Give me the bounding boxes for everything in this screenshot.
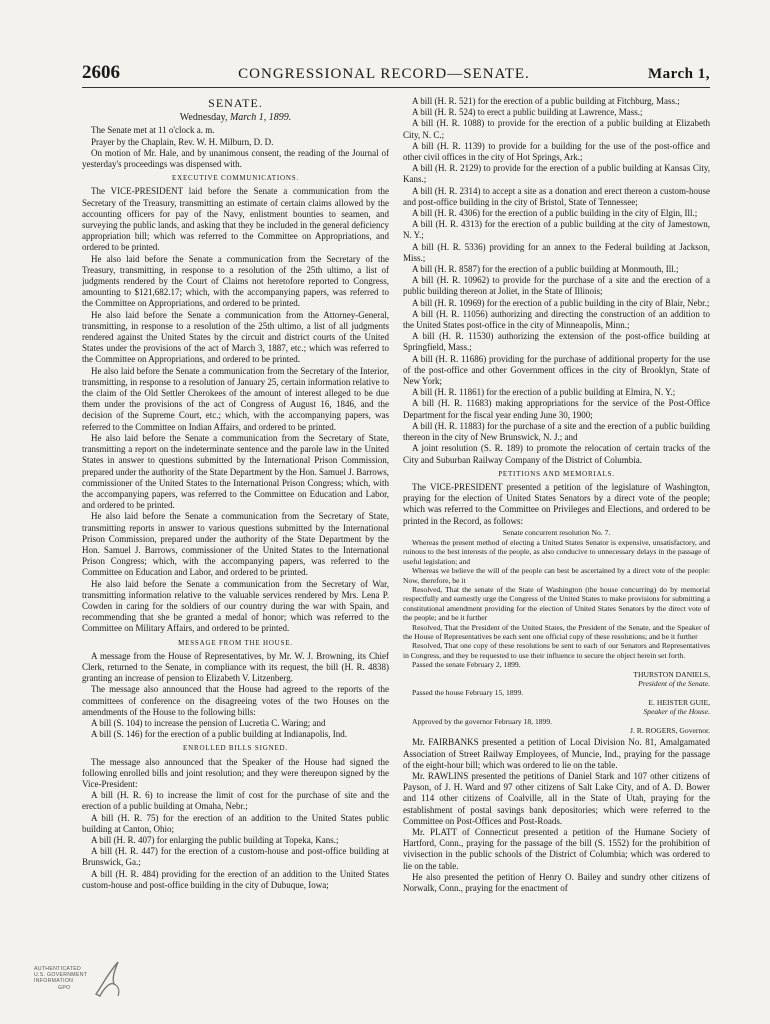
paragraph: The message also announced that the Speaker of the House had signed the following enrolled bills and joint resolution; and they were thereupon signed by the Vice-President: <box>82 756 389 789</box>
paragraph: A bill (H. R. 11883) for the purchase of a site and the erection of a public building thereon in the city of New Brunswick, N. J.; and <box>403 420 710 443</box>
paragraph: A bill (H. R. 6) to increase the limit of cost for the purchase of site and the erection of a public building at Omaha, Nebr.; <box>82 790 389 812</box>
section-title: SENATE. <box>208 96 263 110</box>
paragraph: He also laid before the Senate a communication from the Secretary of State, transmitting reports in answer to various questions submitted by the International Prison Commission, prepared under the authority of the State Department by the Hon. Samuel J. Barrows, commissioner of the United States to the International Prison Congress; which, with the accompanying papers, was referred to the Committee on Education and Labor, and ordered to be printed. <box>82 511 389 578</box>
more-petitions <box>403 737 710 894</box>
paragraph: Mr. FAIRBANKS presented a petition of Local Division No. 81, Amalgamated Association of Street Railway Employees, of Muncie, Ind., praying for the passage of the eight-hour bill; which was ordered to lie on the table. <box>403 737 710 770</box>
bill-list <box>403 96 710 466</box>
paragraph: The VICE-PRESIDENT presented a petition of the legislature of Washington, praying for the election of United States Senators by a direct vote of the people; which was referred to the Committee on Privileges and Elections, and ordered to be printed in the Record, as follows: <box>403 481 710 526</box>
paragraph: A bill (H. R. 10969) for the erection of a public building in the city of Blair, Nebr.; <box>412 297 710 308</box>
page-header <box>82 62 710 86</box>
paragraph: A bill (H. R. 10962) to provide for the purchase of a site and the erection of a public building thereon at Joliet, in the State of Illinois; <box>403 275 710 297</box>
paragraph: A bill (H. R. 1139) to provide for a building for the use of the post-office and other civil offices in the city of Hot Springs, Ark.; <box>403 140 710 163</box>
paragraph: A bill (H. R. 4313) for the erection of a public building at the city of Jamestown, N. Y.; <box>403 219 710 241</box>
paragraph: A bill (H. R. 2129) to provide for the erection of a public building at Kansas City, Kans.; <box>403 163 710 185</box>
executive-communications <box>82 186 389 634</box>
paragraph: A bill (H. R. 484) providing for the erection of an addition to the United States custom-house and post-office building in the city of Dubuque, Iowa; <box>82 868 389 890</box>
header-date: March 1, <box>647 66 710 82</box>
header-rule <box>82 87 710 88</box>
sig2-name: E. HEISTER GUIE, <box>648 697 710 707</box>
paragraph: He also laid before the Senate a communication from the Secretary of the Treasury, transmitting, in response to a resolution of the 25th ultimo, a list of judgments rendered by the Court of Claims not heretofore reported to Congress, amounting to $121,682.17; which, with the accompanying papers, was referred to the Committee on Appropriations, and ordered to be printed. <box>82 253 389 309</box>
paragraph: A joint resolution (S. R. 189) to promote the relocation of certain tracks of the City and Suburban Railway Company of the District of Columbia. <box>403 443 710 465</box>
paragraph: A bill (H. R. 11683) making appropriations for the service of the Post-Office Department for the fiscal year ending June 30, 1900; <box>403 398 710 420</box>
enrolled-bills <box>82 757 389 891</box>
sig1-title: President of the Senate. <box>638 679 710 689</box>
paragraph: Whereas the present method of electing a United States Senator is expensive, unsatisfactory, and ruinous to the best interests of the people, as also conducive to unnecessary delays in the passage of useful legislation; and <box>403 537 710 566</box>
sig1-name: THURSTON DANIELS, <box>633 669 710 679</box>
approved-line: Approved by the governor February 18, 1899. <box>412 716 553 726</box>
left-column <box>82 96 389 954</box>
subhead-petitions: PETITIONS AND MEMORIALS. <box>498 469 615 478</box>
paragraph: He also laid before the Senate a communication from the Attorney-General, transmitting, in response to a resolution of the 25th ultimo, a list of all judgments rendered against the United States by the circuit and district courts of the United States under the provisions of the act of March 3, 1887, etc.; which was referred to the Committee on Appropriations, and ordered to be printed. <box>82 309 389 365</box>
paragraph: Whereas we believe the will of the people can best be ascertained by a direct vote of the people: Now, therefore, be it <box>403 566 710 585</box>
dateline-date: March 1, 1899. <box>229 112 292 124</box>
paragraph: He also laid before the Senate a communication from the Secretary of State, transmitting a report on the indeterminate sentence and the parole law in the United States in answer to questions submitted by the International Prison Commission, prepared under the authority of the State Department by the Hon. Samuel J. Barrows, commissioner of the United States to the International Prison Congress; which, with the accompanying papers, was referred to the Committee on Education and Labor, and ordered to be printed. <box>82 432 389 511</box>
subhead-executive-communications: EXECUTIVE COMMUNICATIONS. <box>172 174 299 183</box>
paragraph: A message from the House of Representatives, by Mr. W. J. Browning, its Chief Clerk, returned to the Senate, in compliance with its request, the bill (H. R. 4838) granting an increase of pension to Elizabeth V. Litzenberg. <box>82 650 389 684</box>
two-column-body <box>82 96 710 954</box>
paragraph: A bill (H. R. 11686) providing for the purchase of additional property for the use of the post-office and other Government offices in the city of Brooklyn, State of New York; <box>403 353 710 387</box>
signature-house-speaker <box>403 698 710 717</box>
paragraph: On motion of Mr. Hale, and by unanimous consent, the reading of the Journal of yesterday's proceedings was dispensed with. <box>82 147 389 170</box>
paragraph: A bill (H. R. 1088) to provide for the erection of a public building at Elizabeth City, N. C.; <box>403 118 710 140</box>
paragraph: He also laid before the Senate a communication from the Secretary of War, transmitting information relative to the valuable services rendered by Mrs. Lena P. Cowden in caring for the soldiers of our country during the war with Spain, and recommending that she be granted a medal of honor; which was referred to the Committee on Military Affairs, and ordered to be printed. <box>82 578 389 634</box>
running-title: CONGRESSIONAL RECORD—SENATE. <box>238 66 530 82</box>
paragraph: A bill (H. R. 447) for the erection of a custom-house and post-office building at Brunswick, Ga.; <box>82 846 389 868</box>
paragraph: Resolved, That one copy of these resolutions be sent to each of our Senators and Representatives in Congress, and they be requested to use their influence to secure the object herein set forth. <box>403 641 710 660</box>
gpo-authentication-logo <box>34 956 130 1012</box>
paragraph: He also presented the petition of Henry O. Bailey and sundry other citizens of Norwalk, Conn., praying for the enactment of <box>403 871 710 894</box>
paragraph: Resolved, That the President of the United States, the President of the Senate, and the Speaker of the House of Representatives be each sent one official copy of these resolutions; and be it further <box>403 622 710 641</box>
sig2-title: Speaker of the House. <box>643 707 710 717</box>
paragraph: A bill (H. R. 8587) for the erection of a public building at Monmouth, Ill.; <box>412 264 679 275</box>
dateline <box>82 112 389 123</box>
paragraph: A bill (H. R. 521) for the erection of a public building at Fitchburg, Mass.; <box>412 96 680 106</box>
logo-text: AUTHENTICATED U.S. GOVERNMENT INFORMATION GPO <box>34 966 88 991</box>
paragraph: He also laid before the Senate a communication from the Secretary of the Interior, transmitting, in response to a resolution of January 25, certain information relative to the claim of the Old Settler Cherokees of the amount of interest alleged to be due them under the provisions of the act of Congress of August 16, 1846, and the decision of the Supreme Court, etc.; which, with the accompanying papers, was referred to the Committee on Indian Affairs, and ordered to be printed. <box>82 365 389 432</box>
right-column <box>403 96 710 954</box>
paragraph: The VICE-PRESIDENT laid before the Senate a communication from the Secretary of the Treasury, transmitting an estimate of certain claims allowed by the accounting officers for pay of the Navy, enlistment bounties to seamen, and surveying the public lands, and asking that they be included in the general deficiency appropriation bill; which was referred to the Committee on Appropriations, and ordered to be printed. <box>82 186 389 253</box>
paragraph: Resolved, That the senate of the State of Washington (the house concurring) do by memorial respectfully and earnestly urge the Congress of the United States to make provisions for submitting a constitutional amendment providing for the election of United States Senators by the direct vote of the people; and be it further <box>403 584 710 623</box>
passed-house-line: Passed the house February 15, 1899. <box>412 688 524 698</box>
paragraph: Prayer by the Chaplain, Rev. W. H. Milburn, D. D. <box>91 136 274 147</box>
resolution-text <box>403 538 710 670</box>
signature-governor: J. R. ROGERS, Governor. <box>630 726 710 736</box>
paragraph: Passed the senate February 2, 1899. <box>412 660 521 670</box>
paragraph: A bill (H. R. 11530) authorizing the extension of the post-office building at Springfield, Mass.; <box>403 331 710 353</box>
paragraph: A bill (H. R. 2314) to accept a site as a donation and erect thereon a custom-house and post-office building in the city of Bristol, State of Tennessee; <box>403 185 710 207</box>
paragraph: Mr. RAWLINS presented the petitions of Daniel Stark and 107 other citizens of Payson, of J. H. Ward and 97 other citizens of Salt Lake City, and of A. D. Bower and 114 other citizens of Coalville, all in the State of Utah, praying for the establishment of postal savings bank depositories; which were referred to the Committee on Post-Offices and Post-Roads. <box>403 771 710 826</box>
petition-intro <box>403 482 710 527</box>
paragraph: A bill (H. R. 11861) for the erection of a public building at Elmira, N. Y.; <box>412 387 676 398</box>
paragraph: Mr. PLATT of Connecticut presented a petition of the Humane Society of Hartford, Conn., praying for the passage of the bill (S. 1552) for the prohibition of vivisection in the public schools of the District of Columbia; which was ordered to lie on the table. <box>403 827 710 871</box>
paragraph: A bill (H. R. 75) for the erection of an addition to the United States public building at Canton, Ohio; <box>82 812 389 834</box>
paragraph: A bill (S. 104) to increase the pension of Lucretia C. Waring; and <box>91 717 326 728</box>
resolution-heading: Senate concurrent resolution No. 7. <box>502 527 611 537</box>
paragraph: The message also announced that the House had agreed to the reports of the committees of conference on the disagreeing votes of the two Houses on the amendments of the House to the following bills: <box>82 684 389 717</box>
paragraph: The Senate met at 11 o'clock a. m. <box>91 125 215 136</box>
eagle-icon <box>92 956 128 1000</box>
signature-senate-president <box>403 670 710 689</box>
paragraph: A bill (H. R. 524) to erect a public building at Lawrence, Mass.; <box>412 107 643 118</box>
dateline-day: Wednesday, <box>179 112 228 124</box>
subhead-message-from-house: MESSAGE FROM THE HOUSE. <box>178 638 293 647</box>
paragraph: A bill (H. R. 11056) authorizing and directing the construction of an addition to the United States post-office in the city of Minneapolis, Minn.; <box>403 308 710 331</box>
page-number: 2606 <box>82 62 120 83</box>
paragraph: A bill (H. R. 407) for enlarging the public building at Topeka, Kans.; <box>91 835 339 845</box>
paragraph: A bill (S. 146) for the erection of a public building at Indianapolis, Ind. <box>91 729 347 740</box>
paragraph: A bill (H. R. 5336) providing for an annex to the Federal building at Jackson, Miss.; <box>403 241 710 263</box>
subhead-enrolled-bills: ENROLLED BILLS SIGNED. <box>183 744 288 753</box>
opening-paragraphs <box>82 125 389 170</box>
message-from-house <box>82 651 389 741</box>
paragraph: A bill (H. R. 4306) for the erection of a public building in the city of Elgin, Ill.; <box>412 208 698 219</box>
